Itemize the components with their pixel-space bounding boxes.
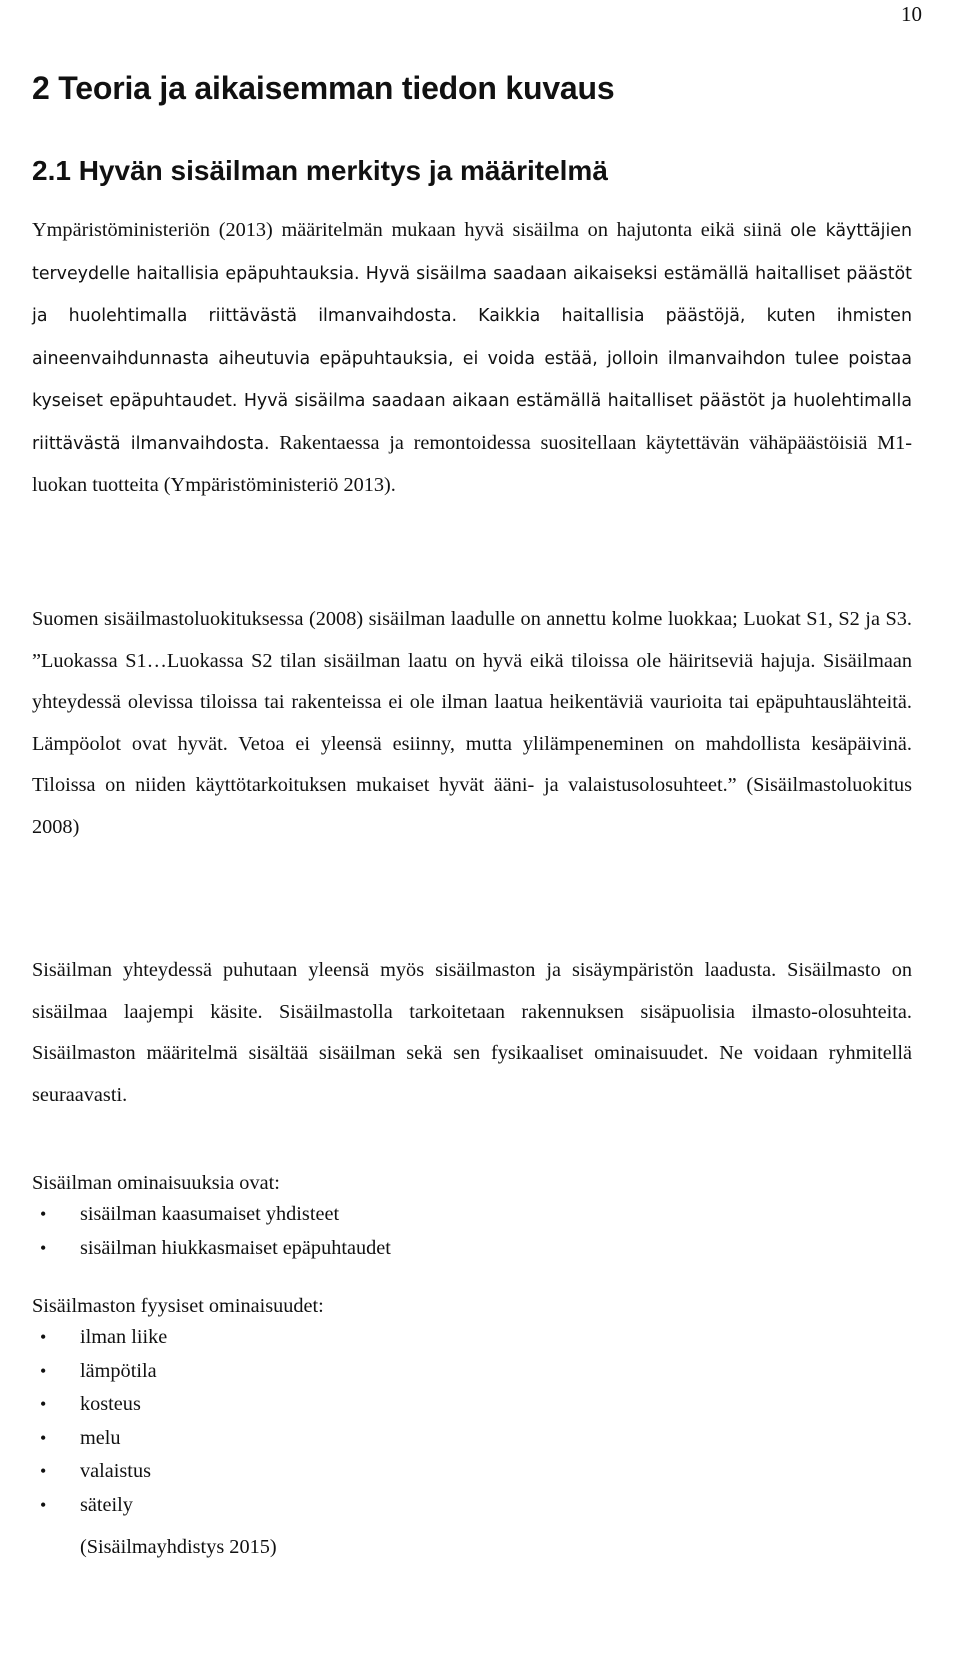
- bullet-icon: •: [40, 1204, 47, 1224]
- page-number: 10: [901, 2, 922, 26]
- list-1: [32, 1198, 912, 1265]
- paragraph-3: Sisäilman yhteydessä puhutaan yleensä myös sisäilmaston ja sisäympäristön laadusta. Sisäilmasto on sisäilmaa laajempi käsite. Sisäilmastolla tarkoitetaan rakennuksen sisäpuolisia ilmasto-olosuhteita. Sisäilmaston määritelmä sisältää sisäilman sekä sen fysikaaliset ominaisuudet. Ne voidaan ryhmitellä seuraavasti.: [32, 959, 912, 1106]
- paragraph-2: Suomen sisäilmastoluokituksessa (2008) sisäilman laadulle on annettu kolme luokkaa; Luokat S1, S2 ja S3. ”Luokassa S1…Luokassa S2 tilan sisäilman laatu on hyvä eikä tiloissa ole häiritseviä hajuja. Sisäilmaan yhteydessä olevissa tiloissa tai rakenteissa ei ole ilman laatua heikentäviä vaurioita tai epäpuhtauslähteitä. Lämpöolot ovat hyvät. Vetoa ei yleensä esiinny, mutta ylilämpeneminen on mahdollista kesäpäivinä. Tiloissa on niiden käyttötarkoituksen mukaiset hyvät ääni- ja valaistusolosuhteet.” (Sisäilmastoluokitus 2008): [32, 608, 912, 838]
- source-citation: (Sisäilmayhdistys 2015): [80, 1536, 277, 1558]
- list-2: [32, 1321, 912, 1522]
- bullet-icon: •: [40, 1237, 47, 1258]
- bullet-icon: •: [40, 1327, 47, 1347]
- list-item: • sisäilman kaasumaiset yhdisteet: [32, 1198, 912, 1232]
- list-2-heading: Sisäilmaston fyysiset ominaisuudet:: [32, 1295, 324, 1317]
- list-item: • ilman liike: [32, 1321, 912, 1355]
- paragraph-1-part-3: Rakentaessa ja remontoidessa suositellaan käytettävän vähäpäästöisiä M1-luokan tuotteita (Ympäristöministeriö 2013).: [32, 431, 912, 496]
- list-item: • valaistus: [32, 1455, 912, 1489]
- indoor-air-properties-block: [32, 1168, 912, 1265]
- list-item: • sisäilman hiukkasmaiset epäpuhtaudet: [32, 1232, 912, 1266]
- bullet-icon: •: [40, 1461, 47, 1481]
- list-item: • kosteus: [32, 1388, 912, 1422]
- list-item: • melu: [32, 1422, 912, 1456]
- paragraph-1: [32, 210, 912, 507]
- section-title: 2.1 Hyvän sisäilman merkitys ja määritelmä: [32, 155, 608, 186]
- bullet-icon: •: [40, 1394, 47, 1414]
- bullet-icon: •: [40, 1494, 47, 1515]
- list-item: • lämpötila: [32, 1355, 912, 1389]
- bullet-icon: •: [40, 1427, 47, 1448]
- paragraph-1-part-2: ole käyttäjien terveydelle haitallisia epäpuhtauksia. Hyvä sisäilma saadaan aikaiseksi estämällä haitalliset päästöt ja huolehtimalla riittävästä ilmanvaihdosta. Kaikkia haitallisia päästöjä, kuten ihmisten aineenvaihdunnasta aiheutuvia epäpuhtauksia, ei voida estää, jolloin ilmanvaihdon tulee poistaa kyseiset epäpuhtaudet. Hyvä sisäilma saadaan aikaan estämällä haitalliset päästöt ja huolehtimalla riittävästä ilmanvaihdosta.: [32, 221, 912, 454]
- list-item: • säteily: [32, 1489, 912, 1523]
- indoor-climate-properties-block: [32, 1291, 912, 1522]
- list-1-heading: Sisäilman ominaisuuksia ovat:: [32, 1172, 280, 1194]
- chapter-title: 2 Teoria ja aikaisemman tiedon kuvaus: [32, 70, 615, 106]
- paragraph-1-part-1: Ympäristöministeriön (2013) määritelmän mukaan hyvä sisäilma on hajutonta eikä siinä: [32, 219, 791, 241]
- bullet-icon: •: [40, 1360, 47, 1381]
